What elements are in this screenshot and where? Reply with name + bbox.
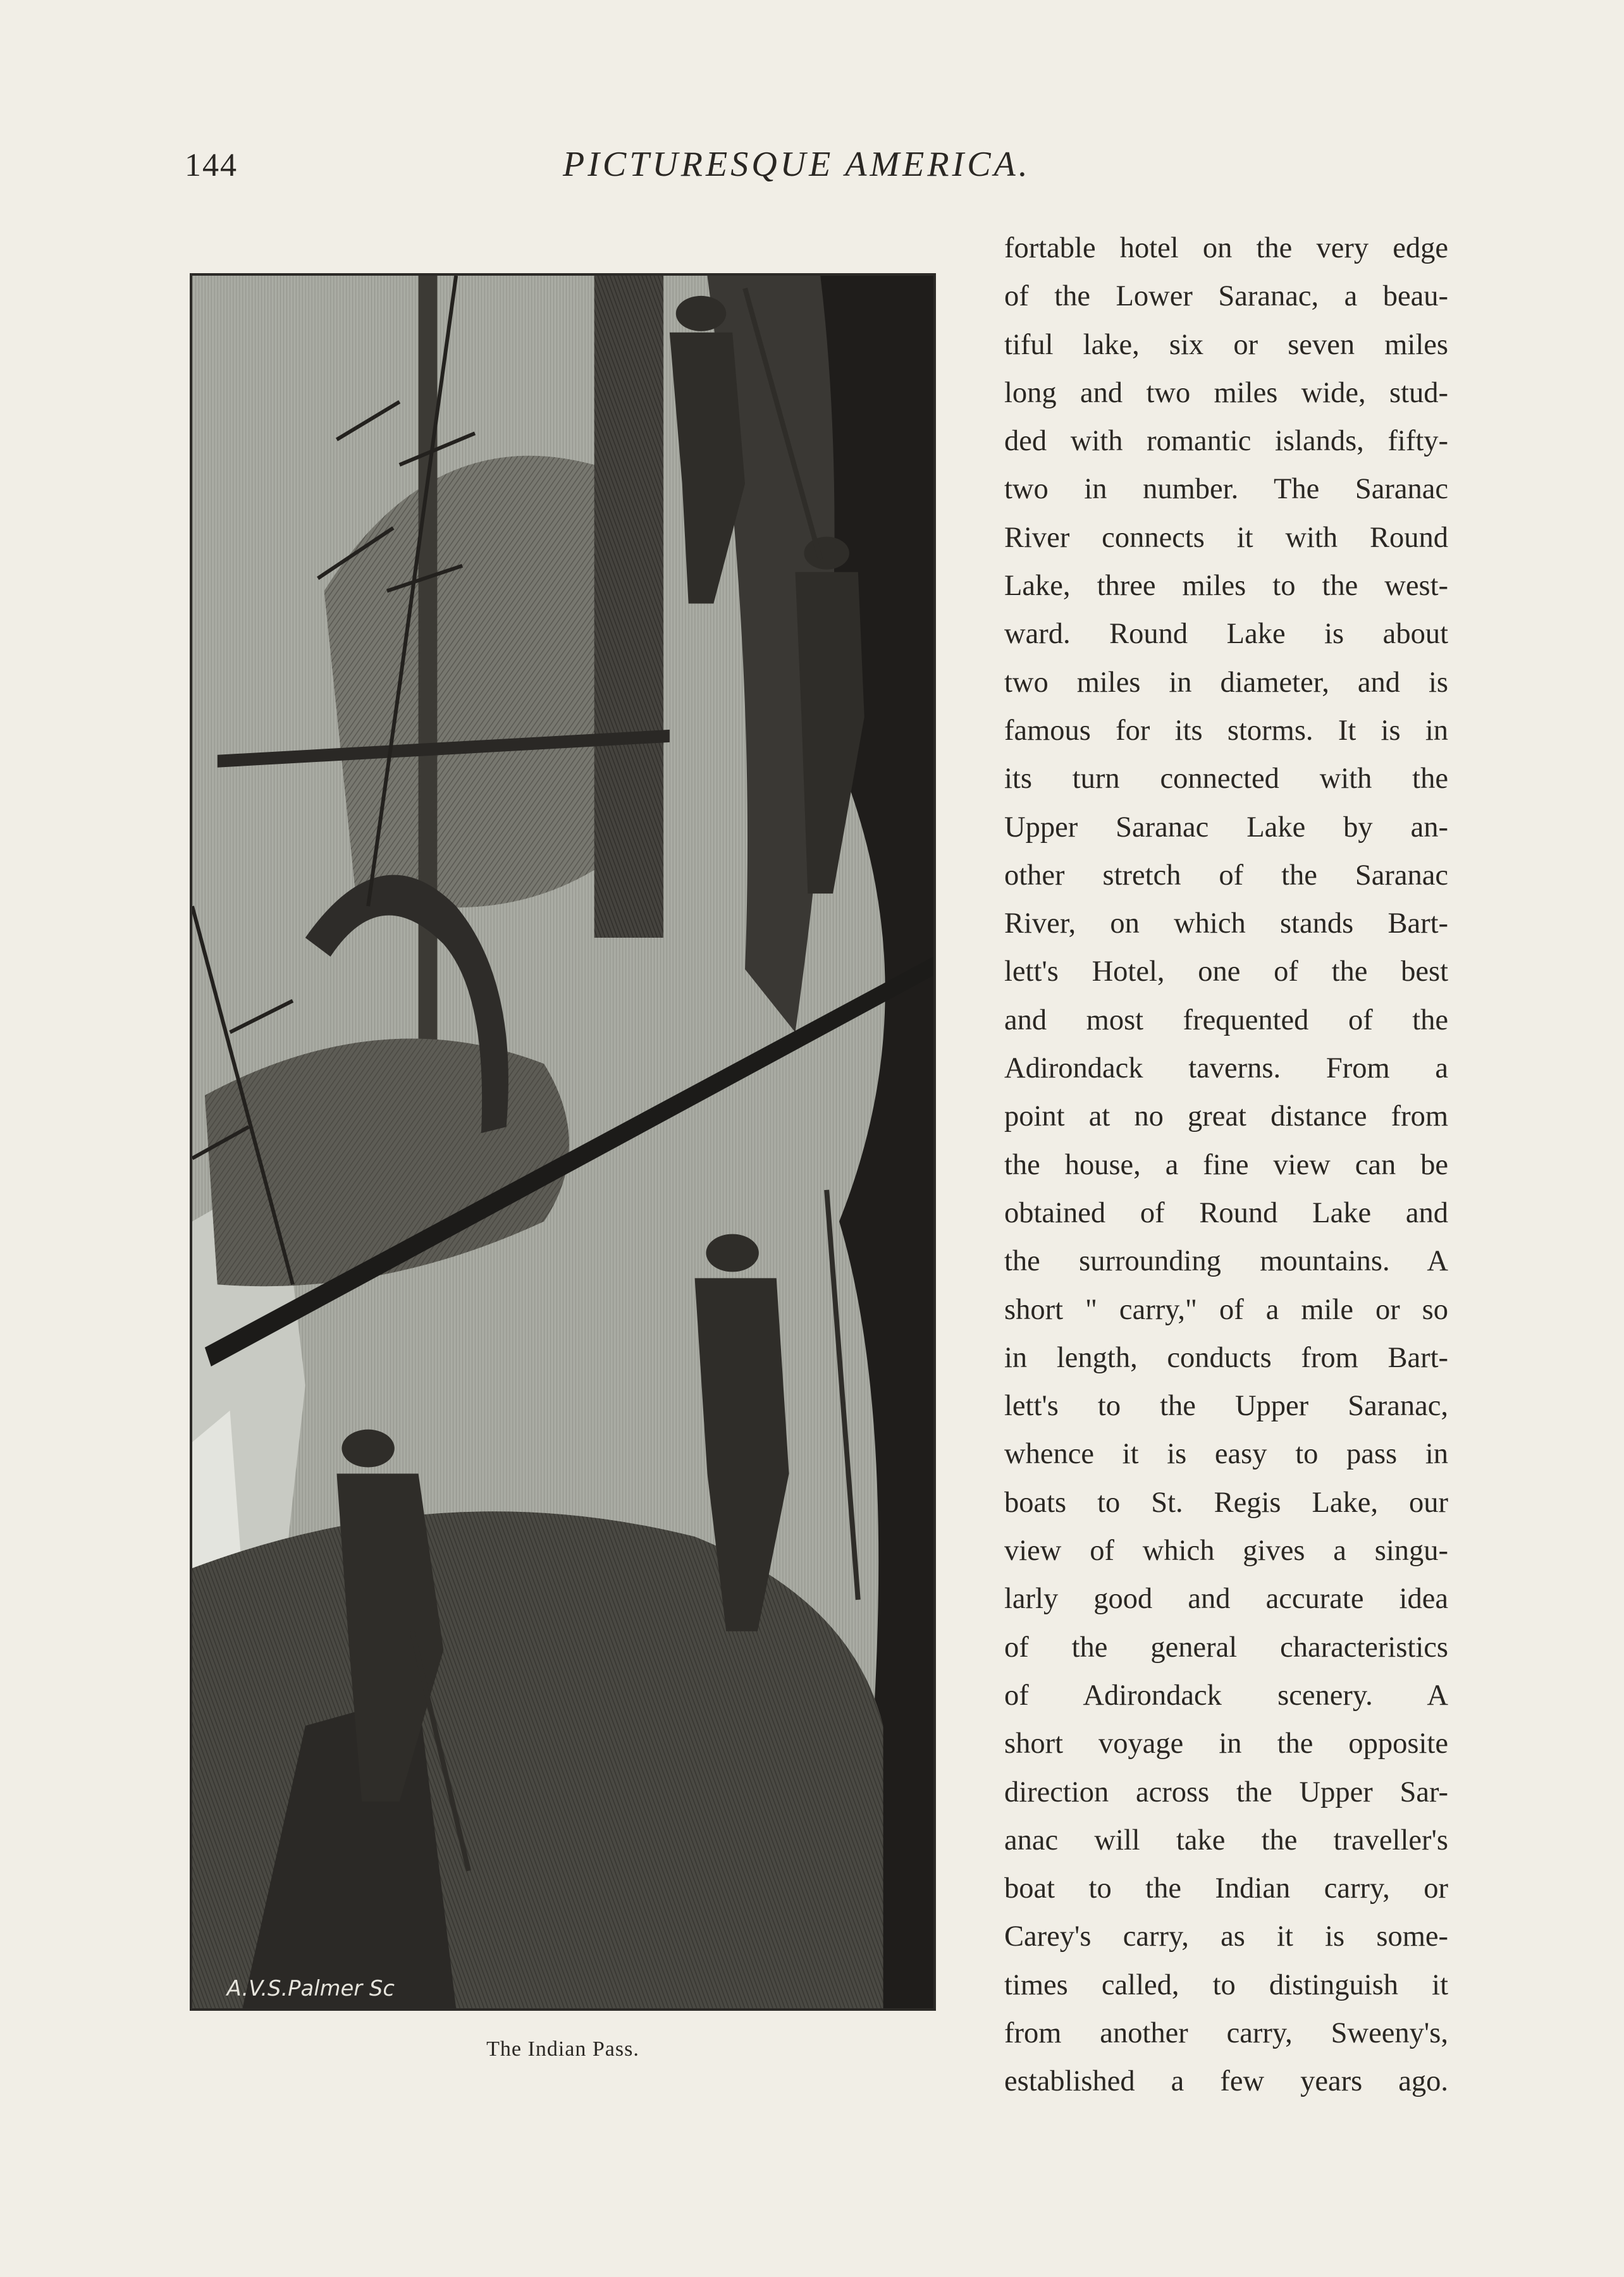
body-text-column [1004,224,1448,2106]
text-line: short " carry," of a mile or so [1004,1293,1448,1326]
text-line: from another carry, Sweeny's, [1004,2016,1448,2049]
engraving-picture [192,276,933,2008]
text-line: established a few years ago. [1004,2065,1448,2098]
text-line: River connects it with Round [1004,521,1448,554]
text-line: of the Lower Saranac, a beau- [1004,280,1448,313]
text-line: two miles in diameter, and is [1004,666,1448,699]
text-line: times called, to distinguish it [1004,1968,1448,2001]
text-line: the house, a fine view can be [1004,1148,1448,1181]
text-line: short voyage in the opposite [1004,1728,1448,1760]
text-line: point at no great distance from [1004,1100,1448,1133]
text-line: of the general characteristics [1004,1631,1448,1664]
text-line: famous for its storms. It is in [1004,714,1448,747]
running-head: PICTURESQUE AMERICA. [563,145,1031,184]
text-line: two in number. The Saranac [1004,473,1448,506]
text-line: River, on which stands Bart- [1004,907,1448,940]
text-line: ded with romantic islands, fifty- [1004,425,1448,458]
engraving-indian-pass [190,273,936,2011]
text-line: fortable hotel on the very edge [1004,232,1448,264]
text-line: Adirondack taverns. From a [1004,1052,1448,1085]
text-line: larly good and accurate idea [1004,1583,1448,1616]
text-line: ward. Round Lake is about [1004,618,1448,651]
engraver-signature: A.V.S.Palmer Sc [226,1975,395,2001]
text-line: whence it is easy to pass in [1004,1438,1448,1471]
text-line: view of which gives a singu- [1004,1535,1448,1568]
text-line: Carey's carry, as it is some- [1004,1920,1448,1953]
text-line: direction across the Upper Sar- [1004,1776,1448,1808]
text-line: boats to St. Regis Lake, our [1004,1486,1448,1519]
text-line: Upper Saranac Lake by an- [1004,811,1448,844]
text-line: lett's Hotel, one of the best [1004,955,1448,988]
text-line: Lake, three miles to the west- [1004,570,1448,603]
text-line: of Adirondack scenery. A [1004,1679,1448,1712]
page-number: 144 [185,147,238,183]
text-line: and most frequented of the [1004,1003,1448,1036]
text-line: boat to the Indian carry, or [1004,1872,1448,1905]
text-line: other stretch of the Saranac [1004,859,1448,892]
text-line: obtained of Round Lake and [1004,1196,1448,1229]
text-line: long and two miles wide, stud- [1004,376,1448,409]
text-line: lett's to the Upper Saranac, [1004,1390,1448,1423]
figure-caption: The Indian Pass. [486,2037,639,2061]
text-line: in length, conducts from Bart- [1004,1341,1448,1374]
text-line: its turn connected with the [1004,763,1448,795]
text-line: the surrounding mountains. A [1004,1245,1448,1278]
text-line: tiful lake, six or seven miles [1004,328,1448,361]
text-line: anac will take the traveller's [1004,1824,1448,1857]
